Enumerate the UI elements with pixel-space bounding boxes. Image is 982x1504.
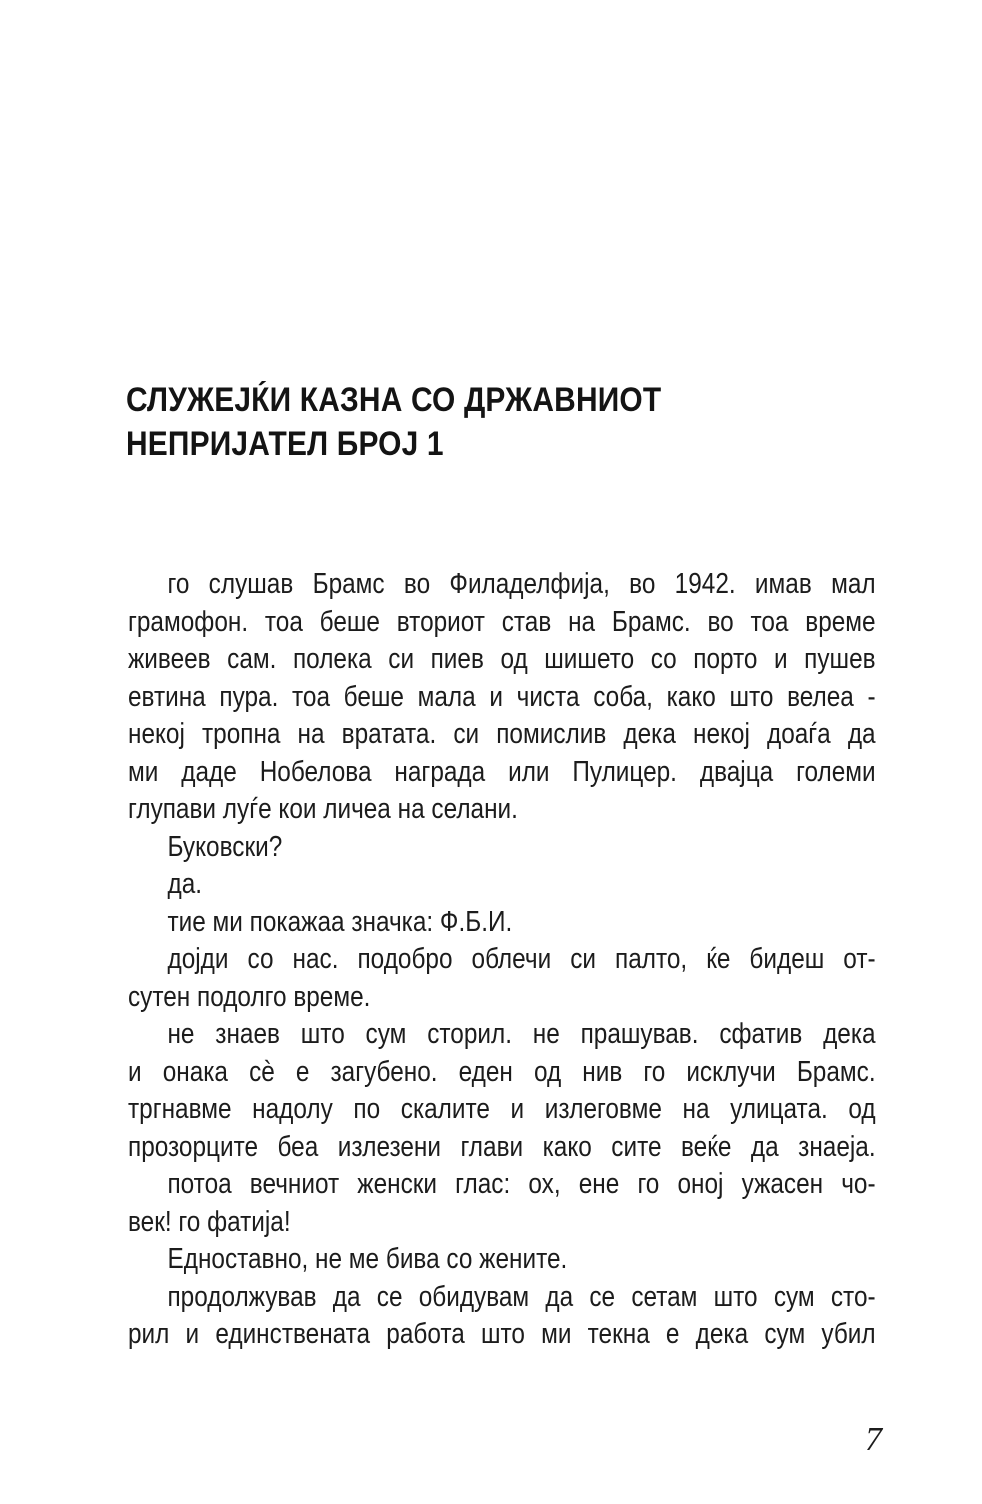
text-line: живеев сам. полека си пиев од шишето со порто и пушев <box>128 643 876 675</box>
body-text <box>128 566 876 1354</box>
text-line: прозорците беа излезени глави како сите веќе да знаеја. <box>128 1130 876 1163</box>
text-line: Буковски? <box>167 830 283 863</box>
text-line: потоа вечниот женски глас: ох, ене го оној ужасен чо- <box>167 1168 876 1200</box>
page-number: 7 <box>865 1421 882 1458</box>
text-line: и онака сѐ е загубено. еден од нив го исклучи Брамс. <box>128 1055 876 1088</box>
text-line: тие ми покажаа значка: Ф.Б.И. <box>167 905 513 938</box>
text-line: НЕПРИЈАТЕЛ БРОЈ 1 <box>126 425 444 463</box>
text-line: грамофон. тоа беше вториот став на Брамс. во тоа време <box>128 605 876 638</box>
text-line: сутен подолго време. <box>128 980 371 1013</box>
text-line: СЛУЖЕЈЌИ КАЗНА СО ДРЖАВНИОТ <box>126 381 662 419</box>
chapter-title <box>126 378 830 466</box>
text-line: дојди со нас. подобро облечи си палто, ќе бидеш от- <box>167 943 876 975</box>
text-line: го слушав Брамс во Филаделфија, во 1942. имав мал <box>167 568 876 600</box>
text-line: не знаев што сум сторил. не прашував. сфатив дека <box>167 1018 876 1050</box>
text-line: рил и единствената работа што ми текна е дека сум убил <box>128 1318 876 1350</box>
text-line: глупави луѓе кои личеа на селани. <box>128 793 518 825</box>
text-line: ми даде Нобелова награда или Пулицер. двајца големи <box>128 755 876 788</box>
text-line: тргнавме надолу по скалите и излеговме на улицата. од <box>128 1093 876 1125</box>
text-line: век! го фатија! <box>128 1205 291 1238</box>
text-line: продолжував да се обидувам да се сетам што сум сто- <box>167 1280 876 1313</box>
text-line: евтина пура. тоа беше мала и чиста соба, како што велеа - <box>128 680 876 713</box>
text-line: некој тропна на вратата. си помислив дека некој доаѓа да <box>128 718 876 750</box>
text-line: Едноставно, не ме бива со жените. <box>167 1243 568 1275</box>
text-line: да. <box>167 868 203 900</box>
